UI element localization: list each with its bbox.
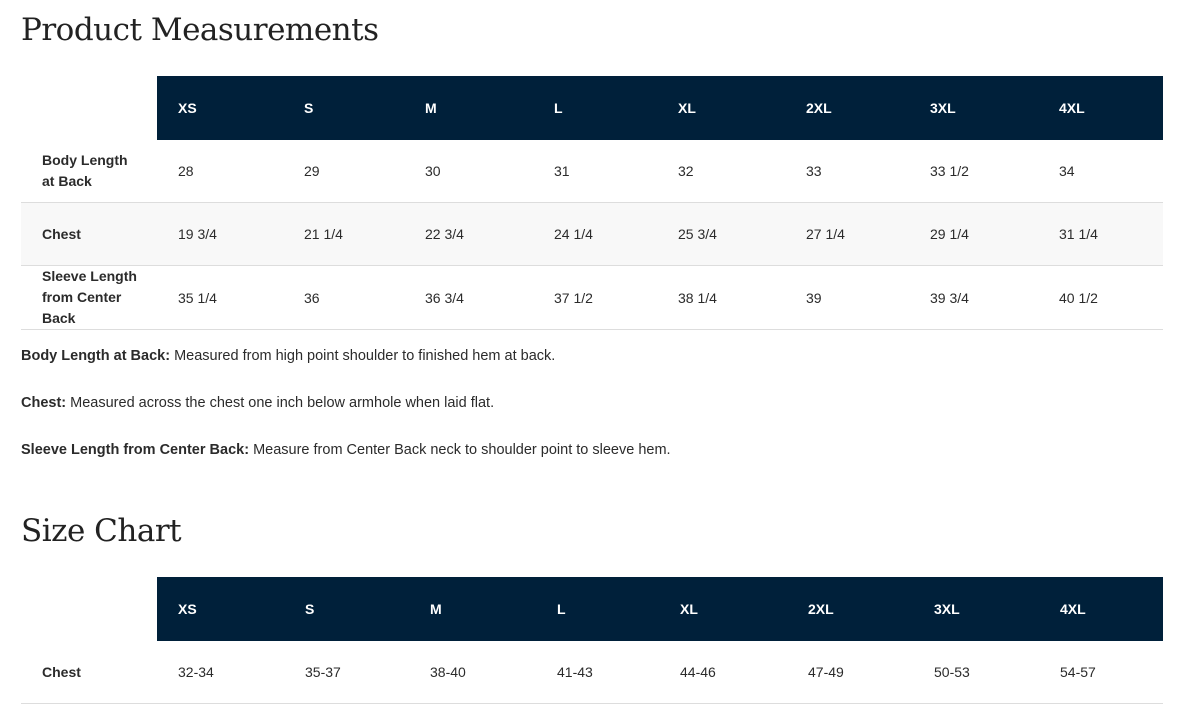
table-cell: 40 1/2 <box>1059 289 1098 306</box>
table-cell: 35 1/4 <box>178 289 217 306</box>
note-sleeve-length <box>21 440 671 461</box>
table-cell: 37 1/2 <box>554 289 593 306</box>
table-cell: 47-49 <box>808 664 844 680</box>
table-cell: 50-53 <box>934 664 970 680</box>
table-row <box>21 203 1163 266</box>
size-chart-table <box>21 577 1163 704</box>
table-cell: 33 1/2 <box>930 163 969 179</box>
size-header: XS <box>157 577 284 641</box>
note-text: Measured from high point shoulder to finished hem at back. <box>170 348 556 364</box>
table-cell: 22 3/4 <box>425 226 464 242</box>
size-header: S <box>284 577 409 641</box>
note-body-length <box>21 346 671 367</box>
note-term: Body Length at Back: <box>21 348 171 364</box>
note-text: Measure from Center Back neck to shoulder point to sleeve hem. <box>249 442 671 458</box>
table-cell: 31 <box>554 163 570 179</box>
table-cell: 39 <box>806 289 822 306</box>
table-cell: 41-43 <box>557 664 593 680</box>
measurement-notes <box>21 346 671 487</box>
table-cell: 54-57 <box>1060 664 1096 680</box>
table-cell: 36 <box>304 289 320 306</box>
table-cell: 21 1/4 <box>304 226 343 242</box>
table-cell: 44-46 <box>680 664 716 680</box>
row-label: Body Length at Back <box>42 152 128 189</box>
table-cell: 19 3/4 <box>178 226 217 242</box>
table-cell: 29 1/4 <box>930 226 969 242</box>
table-cell: 32 <box>678 163 694 179</box>
size-chart-title: Size Chart <box>21 513 182 549</box>
size-header: 2XL <box>785 76 909 140</box>
size-header: 4XL <box>1039 577 1163 641</box>
table-cell: 35-37 <box>305 664 341 680</box>
row-label: Chest <box>42 225 81 242</box>
table-cell: 28 <box>178 163 194 179</box>
row-label: Chest <box>42 663 81 680</box>
size-header: XL <box>659 577 787 641</box>
size-header: S <box>283 76 404 140</box>
size-header: M <box>409 577 536 641</box>
size-header: L <box>533 76 657 140</box>
table-cell: 32-34 <box>178 664 214 680</box>
table-header-row <box>21 76 1163 140</box>
note-chest <box>21 393 671 414</box>
table-cell: 31 1/4 <box>1059 226 1098 242</box>
table-cell: 38 1/4 <box>678 289 717 306</box>
table-cell: 24 1/4 <box>554 226 593 242</box>
row-label: Sleeve Length from Center Back <box>42 268 137 326</box>
table-cell: 36 3/4 <box>425 289 464 306</box>
note-term: Sleeve Length from Center Back: <box>21 442 250 458</box>
size-header: 2XL <box>787 577 913 641</box>
table-cell: 38-40 <box>430 664 466 680</box>
table-header-row <box>21 577 1163 641</box>
header-corner <box>21 76 157 140</box>
size-header: M <box>404 76 533 140</box>
table-row <box>21 641 1163 704</box>
table-cell: 29 <box>304 163 320 179</box>
header-corner <box>21 577 157 641</box>
size-header: 4XL <box>1038 76 1163 140</box>
table-cell: 27 1/4 <box>806 226 845 242</box>
size-header: XS <box>157 76 283 140</box>
size-header: L <box>536 577 659 641</box>
product-measurements-title: Product Measurements <box>21 12 379 48</box>
note-text: Measured across the chest one inch below armhole when laid flat. <box>66 395 495 411</box>
table-cell: 39 3/4 <box>930 289 969 306</box>
table-cell: 25 3/4 <box>678 226 717 242</box>
size-header: 3XL <box>909 76 1038 140</box>
table-cell: 33 <box>806 163 822 179</box>
size-header: XL <box>657 76 785 140</box>
product-measurements-table <box>21 76 1163 330</box>
note-term: Chest: <box>21 395 67 411</box>
table-cell: 30 <box>425 163 441 179</box>
table-cell: 34 <box>1059 163 1075 179</box>
size-header: 3XL <box>913 577 1039 641</box>
table-row <box>21 140 1163 203</box>
table-row <box>21 266 1163 330</box>
